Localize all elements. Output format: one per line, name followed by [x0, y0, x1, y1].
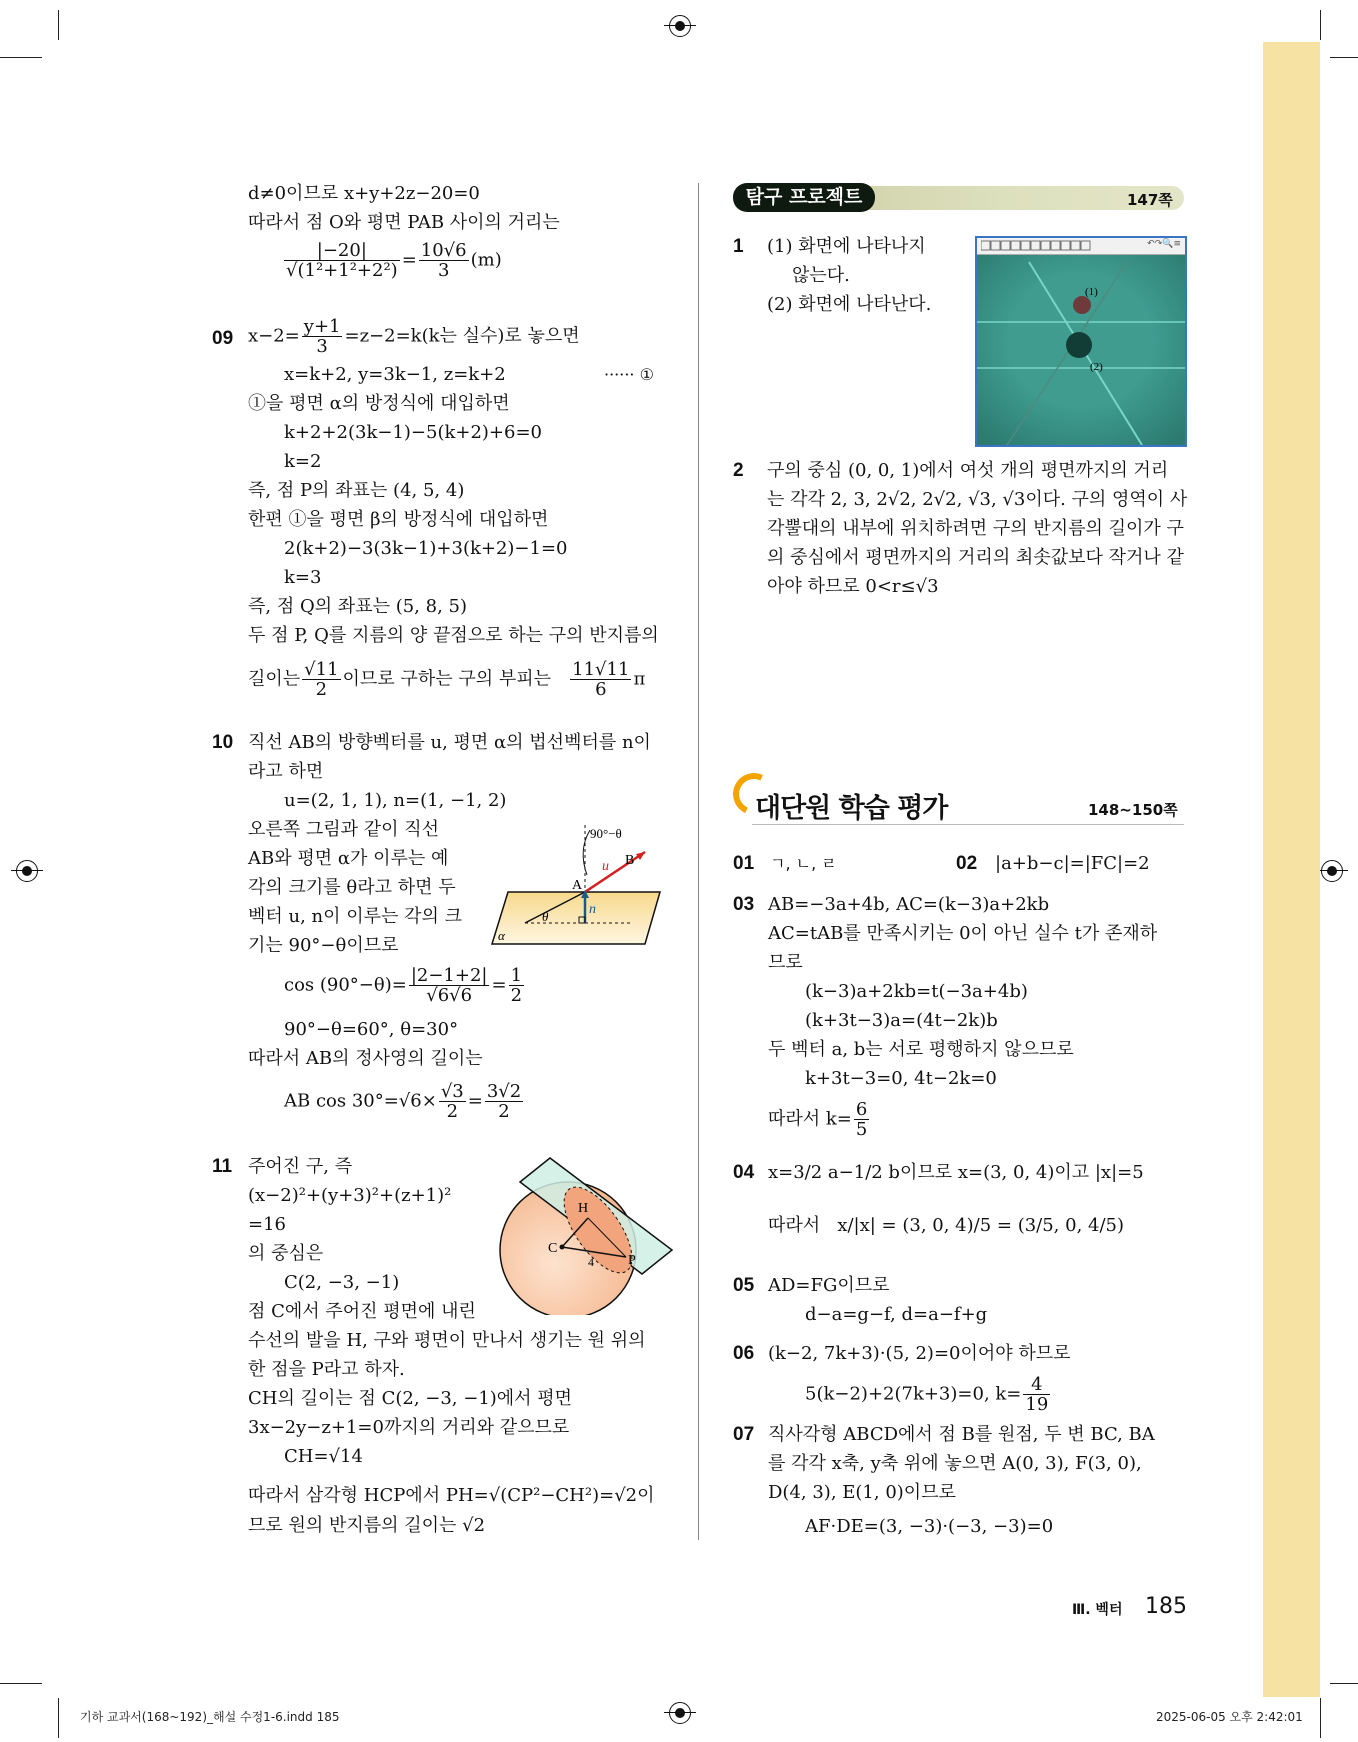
- equation-marker: ······ ①: [604, 365, 654, 384]
- q10-line: cos (90°−θ)= $\frac{|2-1+2|}{√6√6}$ = $\frac{1}{2}$: [284, 965, 523, 1006]
- svg-text:(2): (2): [1090, 361, 1103, 373]
- fraction-denominator: √(1²+1²+2²): [286, 260, 398, 281]
- crop-mark: [1330, 57, 1358, 58]
- crop-mark: [1330, 1683, 1358, 1684]
- fraction-denominator: 2: [510, 985, 523, 1006]
- q11-line: 점 C에서 주어진 평면에 내린: [248, 1301, 476, 1322]
- crop-mark: [58, 10, 59, 40]
- fraction-denominator: 3: [316, 336, 328, 357]
- answer-number: 03: [733, 894, 755, 915]
- text: =z−2=k(k는 실수)로 놓으면: [344, 325, 580, 347]
- answer-number: 07: [733, 1424, 755, 1445]
- text: x/|x| = (3, 0, 4)/5 = (3/5, 0, 4/5): [837, 1215, 1125, 1236]
- q09-line: [248, 317, 580, 356]
- fraction-numerator: 1: [510, 965, 523, 986]
- q10-line: 라고 하면: [248, 761, 324, 782]
- text: x−2=: [248, 325, 300, 347]
- print-slug-filename: 기하 교과서(168~192)_해설 수정1-6.indd 185: [80, 1710, 340, 1724]
- answer-06-line: (k−2, 7k+3)·(5, 2)=0이어야 하므로: [768, 1343, 1071, 1364]
- q09-line: 2(k+2)−3(3k−1)+3(k+2)−1=0: [284, 538, 568, 559]
- answer-03-line: (k−3)a+2kb=t(−3a+4b): [805, 981, 1028, 1002]
- q11-figure: [498, 1150, 678, 1315]
- fraction-denominator: 6: [595, 679, 607, 700]
- text: 따라서 k=: [768, 1108, 852, 1130]
- plane-line-diagram-icon: [490, 820, 670, 960]
- svg-text:P: P: [628, 1253, 636, 1268]
- q11-line: 주어진 구, 즉: [248, 1156, 353, 1177]
- answer-07-line: D(4, 3), E(1, 0)이므로: [768, 1482, 956, 1503]
- q11-line: 수선의 발을 H, 구와 평면이 만나서 생기는 원 위의: [248, 1330, 646, 1351]
- answer-06-line: [805, 1375, 1052, 1414]
- fraction-denominator: 2: [498, 1101, 510, 1122]
- question-number: 1: [733, 236, 744, 257]
- q10-line: 직선 AB의 방향벡터를 u, 평면 α의 법선벡터를 n이: [248, 732, 651, 753]
- toolbar-tools-icon: [981, 239, 1101, 253]
- q11-line: C(2, −3, −1): [284, 1272, 400, 1293]
- fraction-denominator: 2: [315, 679, 328, 700]
- answer-02: |a+b−c|=|FC|=2: [995, 853, 1150, 874]
- print-slug-timestamp: 2025-06-05 오후 2:42:01: [1156, 1710, 1303, 1724]
- q11-line: 따라서 삼각형 HCP에서 PH=√(CP²−CH²)=√2이: [248, 1485, 655, 1506]
- answer-number: 06: [733, 1343, 755, 1364]
- text: 따라서: [768, 1215, 821, 1236]
- question-number: 2: [733, 460, 744, 481]
- text: 길이는: [248, 668, 301, 690]
- geometry-app-screenshot: [975, 236, 1187, 447]
- q10-line: 각의 크기를 θ라고 하면 두: [248, 877, 456, 898]
- fraction-denominator: 19: [1025, 1394, 1049, 1415]
- unit: (m): [470, 249, 502, 271]
- fraction-numerator: 4: [1023, 1375, 1050, 1395]
- q11-line: 한 점을 P라고 하자.: [248, 1359, 405, 1380]
- answer-03-line: 므로: [768, 952, 803, 973]
- project-q2-line: 구의 중심 (0, 0, 1)에서 여섯 개의 평면까지의 거리: [767, 460, 1169, 481]
- svg-text:C: C: [548, 1241, 558, 1256]
- registration-mark-icon: [669, 15, 691, 37]
- crop-mark: [0, 1683, 42, 1684]
- svg-text:B: B: [625, 853, 635, 868]
- title-underline: [752, 824, 1184, 825]
- q11-line: 3x−2y−z+1=0까지의 거리와 같으므로: [248, 1417, 570, 1438]
- unit-eval-title: 대단원 학습 평가: [755, 793, 948, 824]
- crop-mark: [1320, 10, 1321, 40]
- answer-07-line: 직사각형 ABCD에서 점 B를 원점, 두 변 BC, BA: [768, 1424, 1155, 1445]
- q10-figure: [490, 820, 670, 960]
- crop-mark: [58, 1698, 59, 1738]
- question-number: 11: [212, 1156, 233, 1177]
- fraction-denominator: √6√6: [426, 985, 473, 1006]
- answer-number: 05: [733, 1275, 755, 1296]
- q10-line: 오른쪽 그림과 같이 직선: [248, 819, 440, 840]
- 3d-scene-icon: [977, 255, 1185, 445]
- question-number: 10: [212, 732, 234, 753]
- svg-text:(1): (1): [1085, 286, 1098, 298]
- q09-line: 두 점 P, Q를 지름의 양 끝점으로 하는 구의 반지름의: [248, 625, 659, 646]
- project-q2-line: 아야 하므로 0<r≤√3: [767, 576, 939, 597]
- crop-mark: [1320, 1698, 1321, 1738]
- answer-01: ㄱ, ㄴ, ㄹ: [770, 854, 837, 873]
- project-title: 탐구 프로젝트: [733, 183, 875, 212]
- fraction-numerator: √11: [304, 659, 339, 680]
- registration-mark-icon: [669, 1702, 691, 1724]
- q10-line: 기는 90°−θ이므로: [248, 935, 399, 956]
- crop-mark: [0, 57, 42, 58]
- answer-number: 01: [733, 853, 755, 874]
- registration-mark-icon: [1321, 860, 1343, 882]
- q10-line: AB와 평면 α가 이루는 예: [248, 848, 449, 869]
- fraction-denominator: 3: [437, 260, 450, 281]
- column-divider: [698, 183, 699, 1540]
- q09-line: [248, 660, 645, 699]
- answer-07-line: 를 각각 x축, y축 위에 놓으면 A(0, 3), F(3, 0),: [768, 1453, 1142, 1474]
- side-tab: [1263, 42, 1320, 1697]
- project-q2-line: 각뿔대의 내부에 위치하려면 구의 반지름의 길이가 구: [767, 518, 1184, 539]
- project-page-ref: 147쪽: [1127, 191, 1173, 209]
- answer-05-line: d−a=g−f, d=a−f+g: [805, 1304, 988, 1325]
- project-q1-line: (2) 화면에 나타난다.: [767, 294, 932, 315]
- fraction-denominator: 5: [855, 1119, 868, 1140]
- q11-line: (x−2)²+(y+3)²+(z+1)²: [248, 1185, 452, 1206]
- answer-04-line: x=3/2 a−1/2 b이므로 x=(3, 0, 4)이고 |x|=5: [768, 1162, 1144, 1183]
- text: π: [633, 668, 646, 690]
- text: cos (90°−θ)=: [284, 974, 407, 996]
- sphere-plane-diagram-icon: [498, 1150, 678, 1315]
- toolbar-right-icons: ↶↷🔍≡: [1147, 239, 1181, 249]
- intro-line: 따라서 점 O와 평면 PAB 사이의 거리는: [248, 212, 560, 233]
- q11-line: CH의 길이는 점 C(2, −3, −1)에서 평면: [248, 1388, 573, 1409]
- answer-number: 04: [733, 1162, 755, 1183]
- fraction-numerator: y+1: [303, 316, 341, 337]
- answer-04-line: [768, 1215, 1124, 1237]
- q10-line: 90°−θ=60°, θ=30°: [284, 1019, 459, 1040]
- svg-text:H: H: [578, 1201, 589, 1216]
- q11-line: =16: [248, 1214, 286, 1235]
- fraction-numerator: 3√2: [486, 1081, 522, 1102]
- q11-line: 므로 원의 반지름의 길이는 √2: [248, 1515, 486, 1536]
- question-number: 09: [212, 328, 234, 349]
- answer-03-line: k+3t−3=0, 4t−2k=0: [805, 1068, 997, 1089]
- answer-03-line: (k+3t−3)a=(4t−2k)b: [805, 1010, 998, 1031]
- text: 5(k−2)+2(7k+3)=0, k=: [805, 1383, 1022, 1405]
- text: 이므로 구하는 구의 부피는: [342, 668, 551, 690]
- answer-03-line: [768, 1100, 871, 1139]
- project-q2-line: 의 중심에서 평면까지의 거리의 최솟값보다 작거나 같: [767, 547, 1184, 568]
- q09-line: k=2: [284, 451, 322, 472]
- q11-line: CH=√14: [284, 1446, 363, 1467]
- q09-line: 한편 ①을 평면 β의 방정식에 대입하면: [248, 509, 549, 530]
- footer-section-label: Ⅲ. 벡터: [1072, 1602, 1123, 1618]
- svg-text:A: A: [572, 878, 583, 893]
- answer-number: 02: [956, 853, 978, 874]
- svg-text:θ: θ: [542, 909, 549, 924]
- project-q1-line: 않는다.: [792, 265, 850, 286]
- registration-mark-icon: [16, 860, 38, 882]
- fraction-numerator: |−20|: [284, 241, 400, 261]
- answer-05-line: AD=FG이므로: [768, 1275, 890, 1296]
- svg-text:α: α: [498, 928, 505, 943]
- answer-07-line: AF·DE=(3, −3)·(−3, −3)=0: [805, 1516, 1054, 1537]
- unit-eval-page-ref: 148~150쪽: [1088, 801, 1178, 819]
- q09-line: k=3: [284, 567, 322, 588]
- svg-text:n: n: [589, 902, 596, 917]
- fraction-numerator: 6: [855, 1099, 868, 1120]
- q10-line: u=(2, 1, 1), n=(1, −1, 2): [284, 790, 507, 811]
- q09-line: 즉, 점 P의 좌표는 (4, 5, 4): [248, 480, 465, 501]
- fraction-numerator: 10√6: [420, 240, 467, 261]
- svg-text:u: u: [602, 859, 609, 874]
- q10-line: AB cos 30°=√6× $\frac{√3}{2}$ = $\frac{3√2}{2}$: [284, 1081, 522, 1122]
- answer-03-line: 두 벡터 a, b는 서로 평행하지 않으므로: [768, 1039, 1074, 1060]
- q09-line: k+2+2(3k−1)−5(k+2)+6=0: [284, 422, 543, 443]
- q09-line: ①을 평면 α의 방정식에 대입하면: [248, 393, 510, 414]
- q10-line: 따라서 AB의 정사영의 길이는: [248, 1048, 483, 1069]
- q09-line: 즉, 점 Q의 좌표는 (5, 8, 5): [248, 596, 467, 617]
- answer-03-line: AC=tAB를 만족시키는 0이 아닌 실수 t가 존재하: [768, 923, 1158, 944]
- fraction-denominator: 2: [446, 1101, 459, 1122]
- project-q1-line: (1) 화면에 나타나지: [767, 236, 926, 257]
- fraction-numerator: |2−1+2|: [410, 965, 488, 986]
- project-q2-line: 는 각각 2, 3, 2√2, 2√2, √3, √3이다. 구의 영역이 사: [767, 489, 1188, 510]
- page-number: 185: [1145, 1594, 1187, 1619]
- app-toolbar: [977, 238, 1185, 255]
- fraction-numerator: √3: [440, 1081, 464, 1102]
- text: AB cos 30°=√6×: [284, 1090, 437, 1112]
- intro-line: d≠0이므로 x+y+2z−20=0: [248, 183, 480, 204]
- svg-text:90°−θ: 90°−θ: [590, 826, 622, 841]
- q11-line: 의 중심은: [248, 1243, 324, 1264]
- answer-03-line: AB=−3a+4b, AC=(k−3)a+2kb: [768, 894, 1050, 915]
- q09-line: x=k+2, y=3k−1, z=k+2: [284, 364, 506, 385]
- fraction-numerator: 11√11: [572, 659, 630, 680]
- q10-line: 벡터 u, n이 이루는 각의 크: [248, 906, 463, 927]
- svg-text:4: 4: [588, 1255, 594, 1269]
- intro-formula: $\frac{|-20|}{\text{√(1²+1²+2²)}}$ = $\frac{10√6}{3}$ (m): [286, 240, 502, 281]
